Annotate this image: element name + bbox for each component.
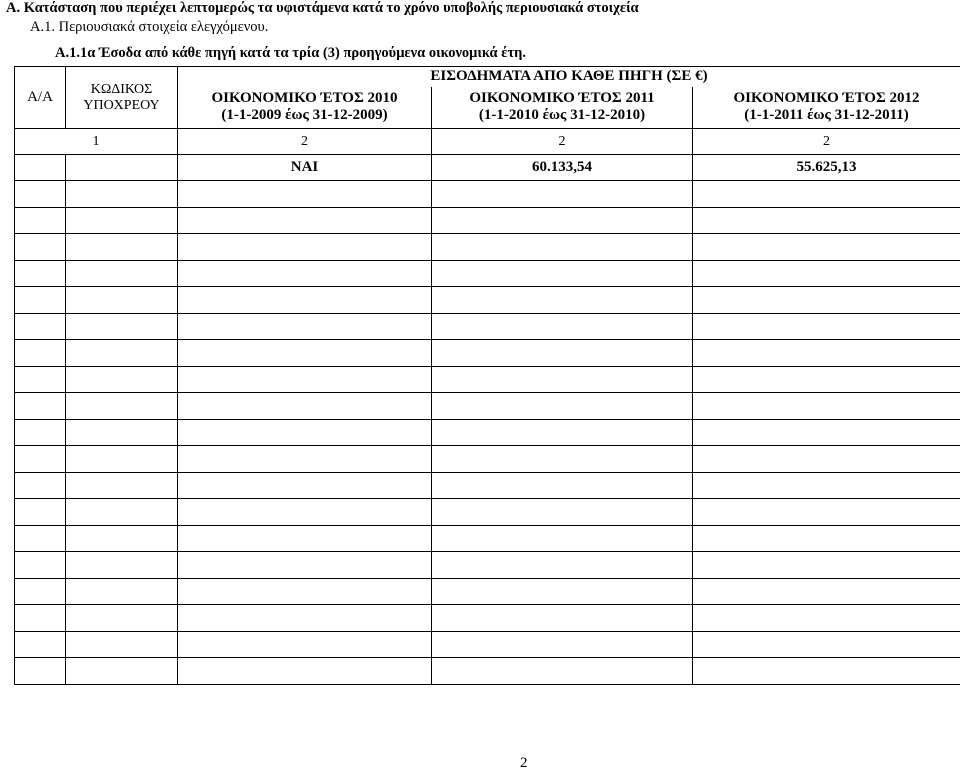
table-title: Α.1.1α Έσοδα από κάθε πηγή κατά τα τρία (3) προηγούμενα οικονομικά έτη. bbox=[55, 45, 526, 61]
empty-cell bbox=[15, 552, 66, 579]
empty-cell bbox=[693, 287, 960, 314]
empty-cell bbox=[66, 446, 178, 473]
table-cell: 60.133,54 bbox=[432, 155, 693, 181]
code-label-line1: ΚΩΔΙΚΟΣ bbox=[90, 81, 153, 97]
empty-cell bbox=[66, 578, 178, 605]
empty-cell bbox=[178, 207, 432, 234]
year-range: (1-1-2009 έως 31-12-2009) bbox=[221, 107, 388, 124]
empty-cell bbox=[432, 472, 693, 499]
column-number: 1 bbox=[15, 129, 178, 155]
col-header-year-2011 bbox=[432, 87, 693, 129]
empty-cell bbox=[66, 631, 178, 658]
empty-cell bbox=[432, 658, 693, 685]
empty-cell bbox=[178, 578, 432, 605]
empty-cell bbox=[15, 260, 66, 287]
empty-cell bbox=[66, 658, 178, 685]
empty-cell bbox=[432, 605, 693, 632]
empty-cell bbox=[66, 499, 178, 526]
empty-cell bbox=[432, 260, 693, 287]
empty-cell bbox=[693, 419, 960, 446]
empty-cell bbox=[66, 181, 178, 208]
income-table bbox=[14, 66, 960, 685]
empty-cell bbox=[15, 340, 66, 367]
empty-cell bbox=[432, 419, 693, 446]
empty-row bbox=[15, 631, 960, 658]
col-header-year-2012 bbox=[693, 87, 960, 129]
empty-cell bbox=[15, 234, 66, 261]
empty-cell bbox=[15, 419, 66, 446]
empty-cell bbox=[15, 525, 66, 552]
col-header-year-2010 bbox=[178, 87, 432, 129]
empty-cell bbox=[15, 658, 66, 685]
empty-cell bbox=[432, 499, 693, 526]
empty-row bbox=[15, 393, 960, 420]
empty-cell bbox=[15, 605, 66, 632]
empty-row bbox=[15, 207, 960, 234]
empty-cell bbox=[15, 313, 66, 340]
empty-cell bbox=[15, 631, 66, 658]
empty-cell bbox=[432, 525, 693, 552]
empty-cell bbox=[178, 234, 432, 261]
year-range: (1-1-2010 έως 31-12-2010) bbox=[478, 107, 646, 124]
empty-cell bbox=[432, 552, 693, 579]
empty-rows bbox=[15, 181, 960, 685]
code-label-line2: ΥΠΟΧΡΕΟΥ bbox=[83, 97, 160, 113]
empty-row bbox=[15, 605, 960, 632]
empty-cell bbox=[178, 499, 432, 526]
empty-cell bbox=[15, 366, 66, 393]
empty-cell bbox=[432, 366, 693, 393]
empty-cell bbox=[693, 605, 960, 632]
empty-cell bbox=[15, 393, 66, 420]
empty-cell bbox=[693, 658, 960, 685]
empty-cell bbox=[15, 578, 66, 605]
empty-cell bbox=[432, 287, 693, 314]
empty-cell bbox=[693, 393, 960, 420]
empty-cell bbox=[178, 552, 432, 579]
empty-cell bbox=[178, 287, 432, 314]
empty-cell bbox=[66, 605, 178, 632]
empty-cell bbox=[66, 419, 178, 446]
empty-cell bbox=[15, 287, 66, 314]
subsection-heading: Α.1. Περιουσιακά στοιχεία ελεγχόμενου. bbox=[30, 19, 269, 35]
empty-cell bbox=[178, 313, 432, 340]
empty-cell bbox=[693, 313, 960, 340]
year-label: ΟΙΚΟΝΟΜΙΚΟ ΈΤΟΣ 2010 bbox=[211, 90, 398, 107]
income-caption: ΕΙΣΟΔΗΜΑΤΑ ΑΠΟ ΚΑΘΕ ΠΗΓΗ (ΣΕ €) bbox=[178, 67, 960, 87]
empty-row bbox=[15, 260, 960, 287]
empty-cell bbox=[178, 419, 432, 446]
empty-cell bbox=[66, 552, 178, 579]
empty-cell bbox=[66, 525, 178, 552]
empty-row bbox=[15, 419, 960, 446]
empty-cell bbox=[432, 446, 693, 473]
empty-cell bbox=[178, 393, 432, 420]
page-number: 2 bbox=[520, 755, 528, 771]
empty-cell bbox=[432, 313, 693, 340]
empty-row bbox=[15, 313, 960, 340]
empty-cell bbox=[178, 340, 432, 367]
empty-cell bbox=[178, 181, 432, 208]
empty-cell bbox=[178, 260, 432, 287]
section-heading: Α. Κατάσταση που περιέχει λεπτομερώς τα υφιστάμενα κατά το χρόνο υποβολής περιουσιακά στοιχεία bbox=[6, 0, 639, 16]
empty-cell bbox=[693, 631, 960, 658]
empty-cell bbox=[178, 605, 432, 632]
empty-cell bbox=[693, 525, 960, 552]
empty-cell bbox=[432, 181, 693, 208]
empty-cell bbox=[693, 472, 960, 499]
empty-cell bbox=[432, 207, 693, 234]
empty-cell bbox=[432, 393, 693, 420]
empty-cell bbox=[432, 234, 693, 261]
empty-cell bbox=[432, 340, 693, 367]
empty-cell bbox=[15, 181, 66, 208]
column-number: 2 bbox=[178, 129, 432, 155]
empty-cell bbox=[178, 525, 432, 552]
year-label: ΟΙΚΟΝΟΜΙΚΟ ΈΤΟΣ 2011 bbox=[469, 90, 655, 107]
empty-row bbox=[15, 499, 960, 526]
empty-row bbox=[15, 181, 960, 208]
year-label: ΟΙΚΟΝΟΜΙΚΟ ΈΤΟΣ 2012 bbox=[733, 90, 920, 107]
empty-cell bbox=[432, 578, 693, 605]
empty-row bbox=[15, 525, 960, 552]
empty-cell bbox=[693, 366, 960, 393]
empty-cell bbox=[693, 499, 960, 526]
empty-cell bbox=[66, 287, 178, 314]
empty-cell bbox=[15, 499, 66, 526]
col-header-aa: Α/Α bbox=[15, 67, 66, 129]
empty-cell bbox=[693, 181, 960, 208]
empty-cell bbox=[15, 446, 66, 473]
column-numbering-row bbox=[15, 129, 960, 155]
empty-row bbox=[15, 287, 960, 314]
empty-cell bbox=[432, 631, 693, 658]
empty-row bbox=[15, 578, 960, 605]
empty-row bbox=[15, 552, 960, 579]
empty-cell bbox=[178, 446, 432, 473]
empty-cell bbox=[66, 234, 178, 261]
empty-row bbox=[15, 366, 960, 393]
empty-cell bbox=[693, 552, 960, 579]
empty-cell bbox=[15, 472, 66, 499]
empty-cell bbox=[693, 260, 960, 287]
year-range: (1-1-2011 έως 31-12-2011) bbox=[744, 107, 909, 124]
empty-cell bbox=[693, 446, 960, 473]
empty-row bbox=[15, 658, 960, 685]
empty-cell bbox=[693, 234, 960, 261]
empty-cell bbox=[66, 340, 178, 367]
table-cell bbox=[66, 155, 178, 181]
empty-cell bbox=[66, 207, 178, 234]
column-number: 2 bbox=[693, 129, 960, 155]
empty-row bbox=[15, 234, 960, 261]
empty-cell bbox=[693, 340, 960, 367]
table-cell: ΝΑΙ bbox=[178, 155, 432, 181]
empty-row bbox=[15, 446, 960, 473]
empty-cell bbox=[693, 207, 960, 234]
empty-cell bbox=[693, 578, 960, 605]
empty-row bbox=[15, 340, 960, 367]
table-cell: 55.625,13 bbox=[693, 155, 960, 181]
empty-cell bbox=[66, 393, 178, 420]
table-row bbox=[15, 155, 960, 181]
column-number: 2 bbox=[432, 129, 693, 155]
empty-cell bbox=[66, 260, 178, 287]
empty-cell bbox=[178, 658, 432, 685]
empty-cell bbox=[66, 472, 178, 499]
table-cell bbox=[15, 155, 66, 181]
empty-cell bbox=[178, 366, 432, 393]
empty-cell bbox=[178, 631, 432, 658]
empty-cell bbox=[178, 472, 432, 499]
col-header-code bbox=[66, 67, 178, 129]
empty-cell bbox=[66, 313, 178, 340]
empty-row bbox=[15, 472, 960, 499]
empty-cell bbox=[66, 366, 178, 393]
empty-cell bbox=[15, 207, 66, 234]
